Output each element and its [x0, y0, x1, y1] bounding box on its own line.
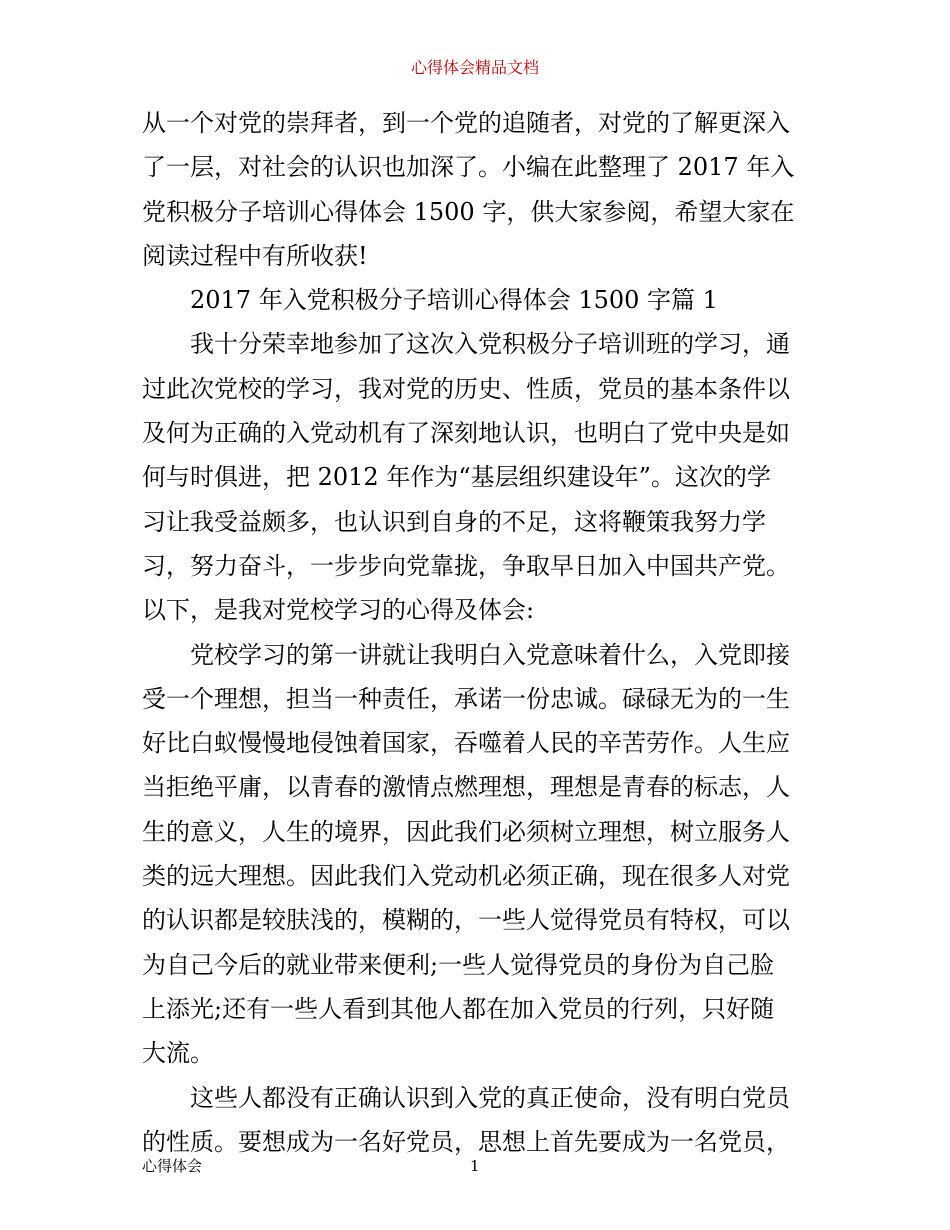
footer-label: 心得体会	[142, 1157, 203, 1175]
text-line: 当拒绝平庸，以青春的激情点燃理想，理想是青春的标志，人	[142, 773, 790, 802]
text-line: 习，努力奋斗，一步步向党靠拢，争取早日加入中国共产党。	[142, 551, 790, 580]
paragraph-start: 这些人都没有正确认识到入党的真正使命，没有明白党员	[190, 1083, 790, 1112]
text-line: 类的远大理想。因此我们入党动机必须正确，现在很多人对党	[142, 862, 790, 891]
text-line: 过此次党校的学习，我对党的历史、性质，党员的基本条件以	[142, 374, 790, 403]
section-heading: 2017 年入党积极分子培训心得体会 1500 字篇 1	[190, 286, 718, 315]
text-line: 的性质。要想成为一名好党员，思想上首先要成为一名党员，	[142, 1127, 790, 1156]
text-line: 阅读过程中有所收获!	[142, 241, 368, 270]
text-line: 受一个理想，担当一种责任，承诺一份忠诚。碌碌无为的一生	[142, 684, 790, 713]
text-line: 何与时俱进，把 2012 年作为“基层组织建设年”。这次的学	[142, 463, 771, 492]
text-line: 了一层，对社会的认识也加深了。小编在此整理了 2017 年入	[142, 153, 795, 182]
document-body	[142, 101, 813, 1164]
text-line: 生的意义，人生的境界，因此我们必须树立理想，树立服务人	[142, 817, 790, 846]
text-line: 党积极分子培训心得体会 1500 字，供大家参阅，希望大家在	[142, 197, 795, 226]
text-line: 及何为正确的入党动机有了深刻地认识，也明白了党中央是如	[142, 419, 790, 448]
text-line: 大流。	[142, 1039, 214, 1068]
text-line: 上添光;还有一些人看到其他人都在加入党员的行列，只好随	[142, 994, 775, 1023]
text-line: 从一个对党的崇拜者，到一个党的追随者，对党的了解更深入	[142, 109, 790, 137]
page-header: 心得体会精品文档	[410, 58, 539, 77]
paragraph-start: 我十分荣幸地参加了这次入党积极分子培训班的学习，通	[190, 330, 790, 359]
text-line: 为自己今后的就业带来便利;一些人觉得党员的身份为自己脸	[142, 950, 775, 979]
text-line: 习让我受益颇多，也认识到自身的不足，这将鞭策我努力学	[142, 507, 766, 536]
text-line: 以下，是我对党校学习的心得及体会:	[142, 596, 535, 625]
paragraph-start: 党校学习的第一讲就让我明白入党意味着什么，入党即接	[190, 640, 790, 669]
page-number: 1	[470, 1157, 480, 1175]
text-line: 好比白蚁慢慢地侵蚀着国家，吞噬着人民的辛苦劳作。人生应	[142, 729, 790, 758]
text-line: 的认识都是较肤浅的，模糊的，一些人觉得党员有特权，可以	[142, 906, 790, 935]
